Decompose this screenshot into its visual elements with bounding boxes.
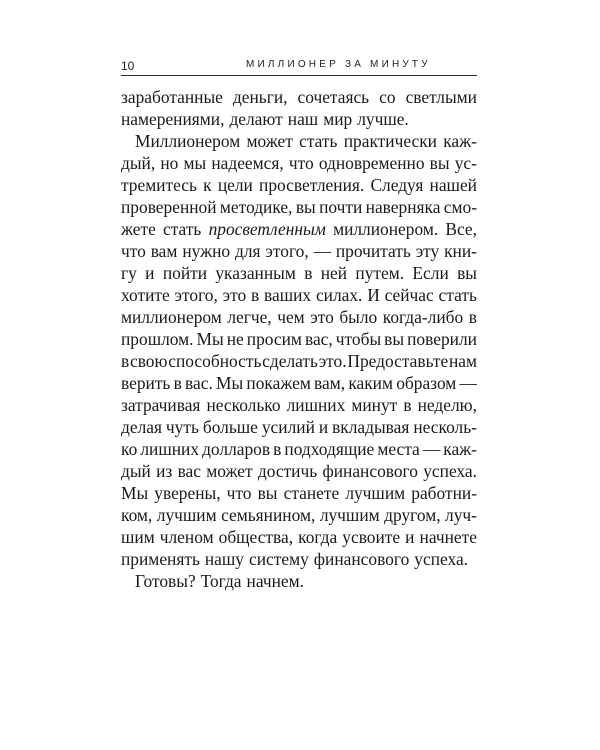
text-line: жете стать просветленным миллионером. Все, — [121, 219, 477, 239]
text-line: применять нашу систему финансового успеха. — [121, 549, 469, 569]
text-line: заработанные деньги, сочетаясь со светлыми — [121, 87, 477, 107]
book-title: МИЛЛИОНЕР ЗА МИНУТУ — [246, 59, 431, 70]
text-line: гу и пойти указанным в ней путем. Если вы — [121, 263, 477, 283]
text-line: затрачивая несколько лишних минут в неделю, — [121, 395, 477, 415]
text-line: дый, но мы надеемся, что одновременно вы ус- — [121, 153, 477, 173]
text-line: Мы уверены, что вы станете лучшим работни- — [121, 483, 477, 503]
text-line: хотите этого, это в ваших силах. И сейчас стать — [121, 285, 477, 305]
text-line: Миллионером может стать практически каж- — [135, 131, 477, 151]
running-header — [121, 58, 477, 76]
text-line: делая чуть больше усилий и вкладывая несколь- — [121, 417, 477, 437]
text-line: проверенной методике, вы почти наверняка смо- — [121, 197, 477, 217]
text-line: намерениями, делают наш мир лучше. — [121, 109, 409, 129]
text-line: прошлом. Мы не просим вас, чтобы вы поверили — [121, 329, 477, 349]
text-line: тремитесь к цели просветления. Следуя нашей — [121, 175, 477, 195]
text-line: в свою способность сделать это. Предоставьте нам — [121, 351, 477, 371]
text-line: ком, лучшим семьянином, лучшим другом, луч- — [121, 505, 477, 525]
text-line: ко лишних долларов в подходящие места — каж- — [121, 439, 477, 459]
text-line: верить в вас. Мы покажем вам, каким образом — — [121, 373, 477, 393]
body-text — [121, 86, 477, 592]
text-line: миллионером легче, чем это было когда-либо в — [121, 307, 477, 327]
page-number: 10 — [121, 59, 135, 73]
text-line: дый из вас может достичь финансового успеха. — [121, 461, 477, 481]
text-line: Готовы? Тогда начнем. — [135, 571, 304, 591]
text-line: шим членом общества, когда усвоите и начнете — [121, 527, 477, 547]
text-line: что вам нужно для этого, — прочитать эту кни- — [121, 241, 477, 261]
